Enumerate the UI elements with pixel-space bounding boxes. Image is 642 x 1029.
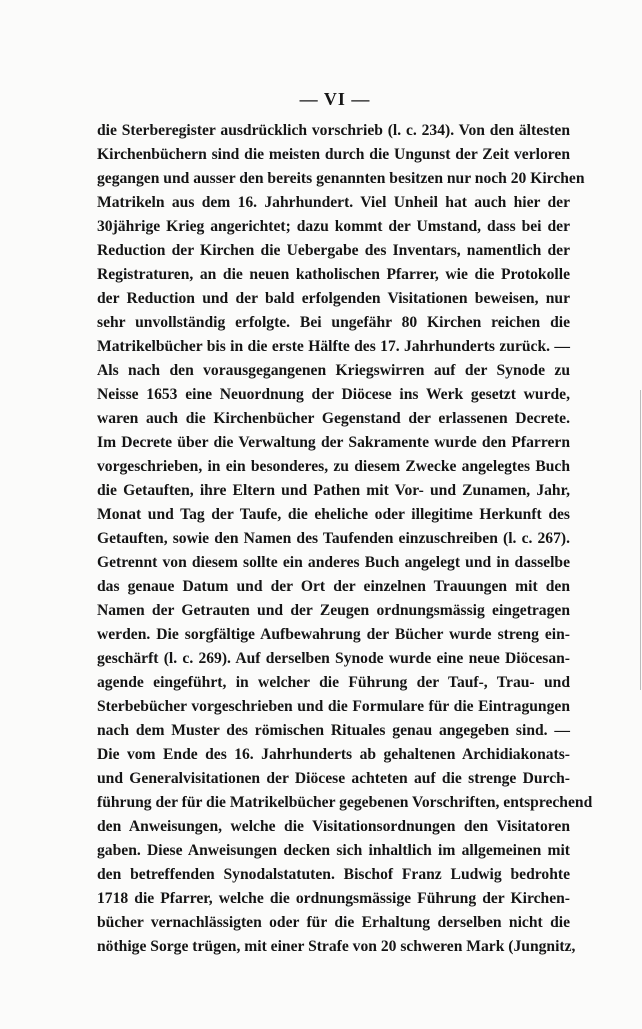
text-line: Neisse 1653 eine Neuordnung der Diöcese ins Werk gesetzt wurde,: [97, 386, 570, 403]
text-line: die Sterberegister ausdrücklich vorschrieb (l. c. 234). Von den ältesten: [97, 122, 570, 139]
body-text: [97, 119, 593, 959]
text-line: das genaue Datum und der Ort der einzelnen Trauungen mit den: [97, 578, 570, 595]
text-line: Matrikeln aus dem 16. Jahrhundert. Viel Unheil hat auch hier der: [97, 194, 570, 211]
text-line: nöthige Sorge trügen, mit einer Strafe von 20 schweren Mark (Jungnitz,: [97, 938, 576, 955]
text-line: Getrennt von diesem sollte ein anderes Buch angelegt und in dasselbe: [97, 554, 570, 571]
page-edge-line: [640, 390, 641, 690]
text-line: den betreffenden Synodalstatuten. Bischof Franz Ludwig bedrohte: [97, 866, 570, 883]
text-line: waren auch die Kirchenbücher Gegenstand der erlassenen Decrete.: [97, 410, 570, 427]
text-line: Die vom Ende des 16. Jahrhunderts ab gehaltenen Archidiakonats-: [97, 746, 570, 763]
text-line: bücher vernachlässigten oder für die Erhaltung derselben nicht die: [97, 914, 570, 931]
text-line: gaben. Diese Anweisungen decken sich inhaltlich im allgemeinen mit: [97, 842, 570, 859]
text-line: führung der für die Matrikelbücher gegebenen Vorschriften, entsprechend: [97, 794, 593, 811]
text-line: 1718 die Pfarrer, welche die ordnungsmässige Führung der Kirchen-: [97, 890, 570, 907]
text-line: 30jährige Krieg angerichtet; dazu kommt der Umstand, dass bei der: [97, 218, 570, 235]
text-line: werden. Die sorgfältige Aufbewahrung der Bücher wurde streng ein-: [97, 626, 570, 643]
text-line: gegangen und ausser den bereits genannten besitzen nur noch 20 Kirchen: [97, 170, 585, 187]
text-line: Registraturen, an die neuen katholischen Pfarrer, wie die Protokolle: [97, 266, 570, 283]
text-line: sehr unvollständig erfolgte. Bei ungefähr 80 Kirchen reichen die: [97, 314, 570, 331]
text-line: die Getauften, ihre Eltern und Pathen mit Vor- und Zunamen, Jahr,: [97, 482, 570, 499]
text-line: Kirchenbüchern sind die meisten durch die Ungunst der Zeit verloren: [97, 146, 570, 163]
text-line: nach dem Muster des römischen Rituales genau angegeben sind. —: [97, 722, 570, 739]
text-line: agende eingeführt, in welcher die Führung der Tauf-, Trau- und: [97, 674, 570, 691]
text-line: und Generalvisitationen der Diöcese achteten auf die strenge Durch-: [97, 770, 570, 787]
text-line: Im Decrete über die Verwaltung der Sakramente wurde den Pfarrern: [97, 434, 570, 451]
page-number: — VI —: [299, 89, 371, 109]
text-line: Monat und Tag der Taufe, die eheliche oder illegitime Herkunft des: [97, 506, 570, 523]
text-line: geschärft (l. c. 269). Auf derselben Synode wurde eine neue Diöcesan-: [97, 650, 570, 667]
text-line: der Reduction und der bald erfolgenden Visitationen beweisen, nur: [97, 290, 570, 307]
text-line: Namen der Getrauten und der Zeugen ordnungsmässig eingetragen: [97, 602, 570, 619]
text-line: Reduction der Kirchen die Uebergabe des Inventars, namentlich der: [97, 242, 570, 259]
text-line: den Anweisungen, welche die Visitationsordnungen den Visitatoren: [97, 818, 570, 835]
text-line: Als nach den vorausgegangenen Kriegswirren auf der Synode zu: [97, 362, 570, 379]
text-line: Getauften, sowie den Namen des Taufenden einzuschreiben (l. c. 267).: [97, 530, 570, 547]
text-line: Sterbebücher vorgeschrieben und die Formulare für die Eintragungen: [97, 698, 570, 715]
text-line: Matrikelbücher bis in die erste Hälfte des 17. Jahrhunderts zurück. —: [97, 338, 570, 355]
text-line: vorgeschrieben, in ein besonderes, zu diesem Zwecke angelegtes Buch: [97, 458, 570, 475]
